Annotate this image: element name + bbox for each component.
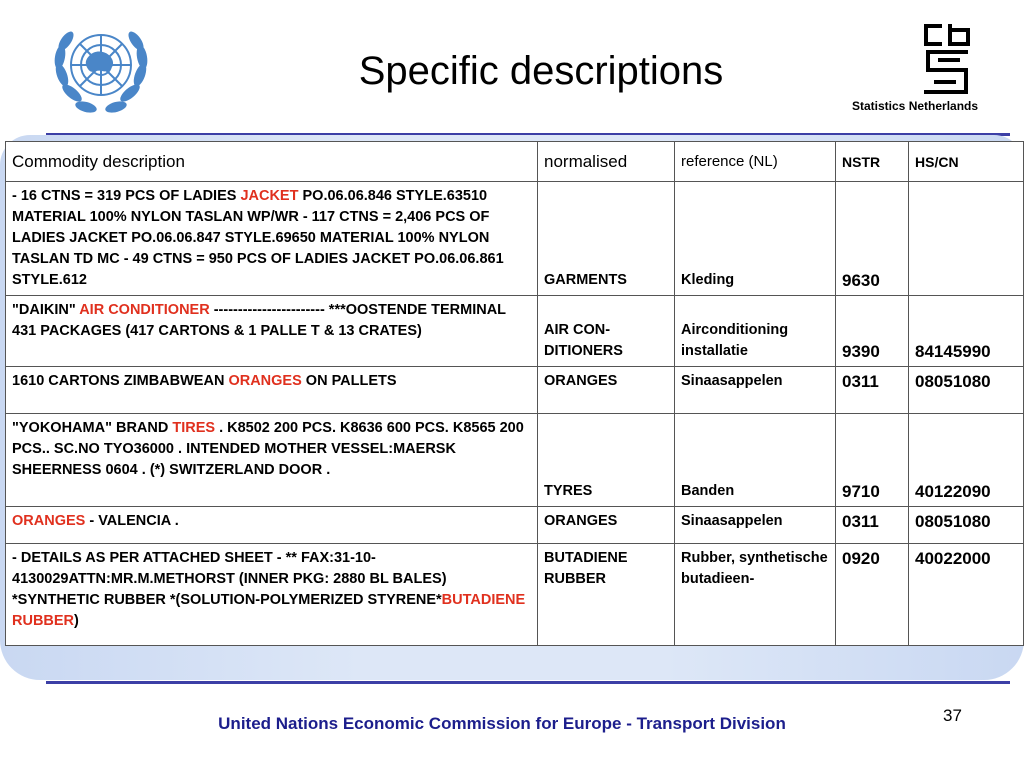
hscn-cell: 08051080 [909,367,1024,414]
normalised-cell: ORANGES [538,367,675,414]
hscn-cell: 84145990 [909,296,1024,367]
hscn-cell: 40022000 [909,544,1024,646]
description-text: 1610 CARTONS ZIMBABWEAN [12,373,229,389]
header-cell: normalised [538,142,675,182]
highlight-keyword: TIRES [172,420,216,436]
description-text: PO.06.06.846 STYLE.63510 MATERIAL 100% NYLON TASLAN WP/WR - 117 CTNS = 2,406 PCS OF LADIES JACKET PO.06.06.847 STYLE.69650 MATERIAL 100% NYLON TASLAN TD MC - 49 CTNS = 950 PCS OF LADIES JACKET PO.06.06.861 STYLE.612 [12,188,504,288]
highlight-keyword: ORANGES [12,513,86,529]
commodity-description-cell [6,296,538,367]
normalised-cell: GARMENTS [538,182,675,296]
nstr-cell: 9390 [836,296,909,367]
hscn-cell [909,182,1024,296]
table-row [6,414,1024,507]
nstr-cell: 0920 [836,544,909,646]
highlight-keyword: JACKET [240,188,299,204]
reference-nl-cell: Airconditioning installatie [675,296,836,367]
nstr-cell: 9710 [836,414,909,507]
commodity-description-cell [6,182,538,296]
nstr-cell: 0311 [836,507,909,544]
reference-nl-cell: Sinaasappelen [675,367,836,414]
nstr-cell: 9630 [836,182,909,296]
normalised-cell: ORANGES [538,507,675,544]
commodity-description-cell [6,544,538,646]
nstr-cell: 0311 [836,367,909,414]
page-number: 37 [943,706,962,725]
commodity-description-cell [6,367,538,414]
header-cell: NSTR [836,142,909,182]
commodity-description-cell [6,414,538,507]
highlight-keyword: BUTADIENE RUBBER [12,592,526,629]
table-row [6,544,1024,646]
cbs-logo [920,22,974,96]
cbs-caption: Statistics Netherlands [852,99,979,113]
highlight-keyword: ORANGES [228,373,302,389]
description-text: - VALENCIA . [85,513,179,529]
bottom-divider [46,681,1010,684]
table-row [6,182,1024,296]
normalised-cell: BUTADIENE RUBBER [538,544,675,646]
description-text: ON PALLETS [301,373,397,389]
reference-nl-cell: Sinaasappelen [675,507,836,544]
description-text: . K8502 200 PCS. K8636 600 PCS. K8565 200 PCS.. SC.NO TYO36000 . INTENDED MOTHER VESSEL:MAERSK SHEERNESS 0604 . (*) SWITZERLAND DOOR . [12,420,524,478]
highlight-keyword: AIR CONDITIONER [79,302,210,318]
table-row [6,296,1024,367]
hscn-cell: 08051080 [909,507,1024,544]
reference-nl-cell: Kleding [675,182,836,296]
header-cell: HS/CN [909,142,1024,182]
table-row [6,507,1024,544]
description-text: - DETAILS AS PER ATTACHED SHEET - ** FAX:31-10-4130029ATTN:MR.M.METHORST (INNER PKG: 2880 BL BALES) *SYNTHETIC RUBBER *(SOLUTION-POLYMERIZED STYRENE* [12,550,447,608]
commodity-description-cell [6,507,538,544]
description-text: "DAIKIN" [12,302,80,318]
reference-nl-cell: Rubber, synthetische butadieen- [675,544,836,646]
page-title: Specific descriptions [358,49,724,93]
reference-nl-cell: Banden [675,414,836,507]
description-text: ) [74,613,79,629]
description-text: ----------------------- ***OOSTENDE TERMINAL 431 PACKAGES (417 CARTONS & 1 PALLE T & 13 CRATES) [12,302,506,339]
header-cell: Commodity description [6,142,538,182]
normalised-cell: TYRES [538,414,675,507]
table-row [6,367,1024,414]
description-text: "YOKOHAMA" BRAND [12,420,173,436]
description-text: - 16 CTNS = 319 PCS OF LADIES [12,188,241,204]
header-cell: reference (NL) [675,142,836,182]
commodity-table [5,141,1024,646]
table-header-row [6,142,1024,182]
footer-text: United Nations Economic Commission for Europe - Transport Division [218,714,786,733]
hscn-cell: 40122090 [909,414,1024,507]
normalised-cell: AIR CON-DITIONERS [538,296,675,367]
